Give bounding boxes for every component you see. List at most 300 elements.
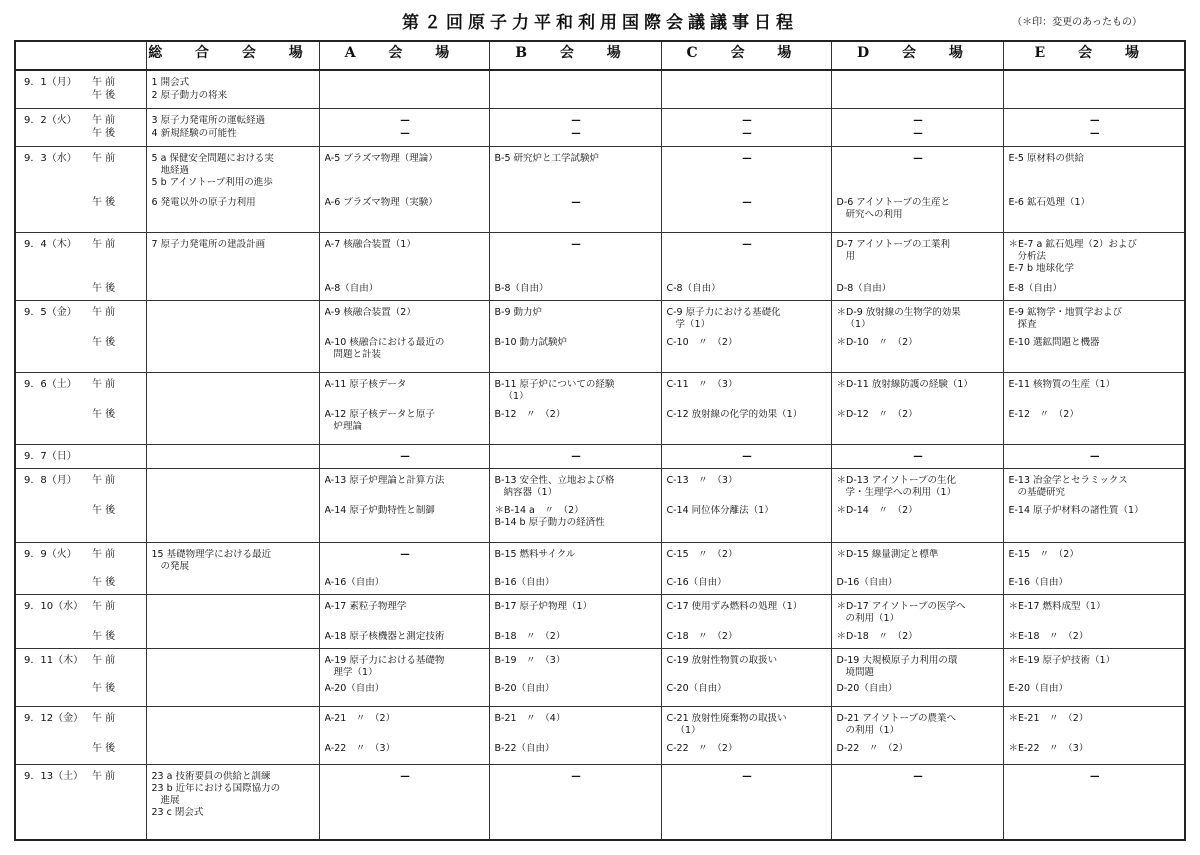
period-label: 午 後 — [92, 196, 116, 208]
session-slot — [320, 741, 489, 755]
session-line: E-10 選鉱問題と機器 — [1008, 336, 1100, 348]
session-line: E-9 鉱物学・地質学および — [1008, 306, 1122, 318]
general-hall-cell — [146, 372, 319, 444]
session-slot — [1004, 126, 1185, 140]
session-slot — [832, 575, 1003, 589]
session-slot — [1004, 473, 1185, 499]
hall-d-cell — [831, 764, 1003, 840]
hall-a-cell — [319, 594, 489, 648]
general-hall-cell — [146, 232, 319, 300]
schedule-row — [15, 70, 1185, 108]
session-line: A-19 原子力における基礎物 — [324, 654, 445, 666]
hall-c-cell — [661, 232, 831, 300]
hall-a-cell — [319, 542, 489, 594]
hall-a-cell — [319, 764, 489, 840]
session-slot — [147, 547, 319, 573]
session-slot — [1004, 741, 1185, 755]
session-line: D-22 〃 （2） — [836, 742, 909, 754]
session-slot — [1004, 237, 1185, 275]
hall-c-cell — [661, 70, 831, 108]
session-slot — [1004, 377, 1185, 391]
session-slot — [147, 377, 319, 379]
session-line: B-19 〃 （3） — [494, 654, 566, 666]
session-line: A-21 〃 （2） — [324, 712, 396, 724]
hall-c-cell — [661, 468, 831, 542]
period-label: 午 前 — [92, 600, 116, 612]
session-slot — [832, 711, 1003, 737]
session-line: E-11 核物質の生産（1） — [1008, 378, 1116, 390]
general-hall-cell — [146, 300, 319, 372]
hall-d-cell — [831, 648, 1003, 706]
session-line: E-16（自由） — [1008, 576, 1069, 588]
date-label: 9．6（土） — [24, 378, 77, 390]
session-slot — [490, 653, 661, 667]
session-slot — [1004, 575, 1185, 589]
session-line: — — [742, 238, 752, 250]
session-line: C-18 〃 （2） — [666, 630, 738, 642]
session-line: D-7 アイソトープの工業利 — [836, 238, 950, 250]
date-cell — [15, 444, 146, 468]
hall-a-cell — [319, 108, 489, 146]
session-slot — [662, 281, 831, 295]
date-cell — [15, 706, 146, 764]
session-slot — [490, 237, 661, 251]
session-line: E-20（自由） — [1008, 682, 1069, 694]
general-hall-cell — [146, 468, 319, 542]
hall-b-cell — [489, 300, 661, 372]
session-slot — [662, 237, 831, 251]
hall-b-cell — [489, 372, 661, 444]
hall-a-cell — [319, 70, 489, 108]
hall-e-cell — [1003, 594, 1185, 648]
session-line: B-13 安全性、立地および格 — [494, 474, 615, 486]
session-line: 5 b アイソトープ利用の進歩 — [151, 176, 273, 188]
session-line: C-11 〃 （3） — [666, 378, 738, 390]
schedule-row — [15, 706, 1185, 764]
hall-c-cell — [661, 300, 831, 372]
date-cell — [15, 108, 146, 146]
session-line: ＊E-17 燃料成型（1） — [1008, 600, 1106, 612]
session-slot — [832, 681, 1003, 695]
session-slot — [320, 75, 489, 77]
hall-b-cell — [489, 764, 661, 840]
session-line: C-21 放射性廃棄物の取扱い — [666, 712, 787, 724]
period-label: 午 前 — [92, 378, 116, 390]
session-slot — [147, 335, 319, 337]
session-slot — [320, 575, 489, 589]
period-label: 午 前 — [92, 548, 116, 560]
schedule-row — [15, 232, 1185, 300]
session-line: C-10 〃 （2） — [666, 336, 738, 348]
session-line: — — [571, 450, 581, 462]
hall-e-cell — [1003, 542, 1185, 594]
session-line: （1） — [494, 390, 529, 402]
session-line: — — [571, 196, 581, 208]
session-line: D-19 大規模原子力利用の環 — [836, 654, 958, 666]
hall-e-cell — [1003, 706, 1185, 764]
session-slot — [320, 305, 489, 319]
hall-a-cell — [319, 300, 489, 372]
session-slot — [320, 449, 489, 463]
hall-d-cell — [831, 232, 1003, 300]
session-slot — [147, 88, 319, 102]
session-line: B-21 〃 （4） — [494, 712, 566, 724]
session-slot — [490, 113, 661, 127]
session-line: — — [742, 127, 752, 139]
session-line: — — [1090, 114, 1100, 126]
session-line: ＊D-9 放射線の生物学的効果 — [836, 306, 961, 318]
session-slot — [147, 449, 319, 451]
session-line: — — [571, 770, 581, 782]
date-label: 9．11（木） — [24, 654, 84, 666]
date-label: 9．12（金） — [24, 712, 84, 724]
session-slot — [1004, 151, 1185, 165]
session-slot — [147, 237, 319, 251]
session-slot — [832, 75, 1003, 77]
session-slot — [320, 681, 489, 695]
session-slot — [490, 407, 661, 421]
period-label: 午 前 — [92, 654, 116, 666]
period-label: 午 前 — [92, 77, 116, 88]
hall-b-cell — [489, 648, 661, 706]
hall-b-cell — [489, 146, 661, 232]
session-line: ＊E-22 〃 （3） — [1008, 742, 1089, 754]
period-label: 午 後 — [92, 127, 116, 139]
session-slot — [662, 377, 831, 391]
session-line: B-14 b 原子動力の経済性 — [494, 516, 605, 528]
session-slot — [662, 126, 831, 140]
schedule-row — [15, 444, 1185, 468]
session-slot — [490, 377, 661, 403]
session-line: A-5 プラズマ物理（理論） — [324, 152, 438, 164]
hall-d-cell — [831, 594, 1003, 648]
session-slot — [490, 599, 661, 613]
session-slot — [490, 335, 661, 349]
period-label: 午 前 — [92, 114, 116, 126]
session-line: A-12 原子核データと原子 — [324, 408, 435, 420]
session-line: B-16（自由） — [494, 576, 555, 588]
session-slot — [320, 711, 489, 725]
session-slot — [147, 281, 319, 283]
session-line: （1） — [666, 724, 701, 736]
hall-a-cell — [319, 468, 489, 542]
schedule-row — [15, 764, 1185, 840]
hall-e-cell — [1003, 372, 1185, 444]
session-slot — [662, 75, 831, 77]
session-slot — [832, 151, 1003, 165]
hall-b-cell — [489, 108, 661, 146]
session-slot — [1004, 653, 1185, 667]
session-line: — — [913, 152, 923, 164]
date-cell — [15, 542, 146, 594]
schedule-row — [15, 594, 1185, 648]
date-cell — [15, 764, 146, 840]
session-line: 6 発電以外の原子力利用 — [151, 196, 256, 208]
session-slot — [662, 575, 831, 589]
session-line: ＊D-14 〃 （2） — [836, 504, 918, 516]
session-line: — — [913, 114, 923, 126]
session-line: 研究への利用 — [836, 208, 903, 220]
session-line: ＊D-17 アイソトープの医学へ — [836, 600, 966, 612]
period-label: 午 後 — [92, 504, 116, 516]
hall-d-cell — [831, 70, 1003, 108]
session-slot — [1004, 407, 1185, 421]
session-line: の発展 — [151, 560, 190, 572]
session-slot — [147, 473, 319, 475]
session-slot — [832, 653, 1003, 679]
session-slot — [147, 575, 319, 577]
session-slot — [320, 195, 489, 209]
hall-e-cell — [1003, 108, 1185, 146]
session-line: — — [571, 238, 581, 250]
period-label: 午 後 — [92, 682, 116, 694]
session-slot — [147, 151, 319, 189]
session-slot — [490, 681, 661, 695]
session-slot — [832, 599, 1003, 625]
session-slot — [832, 547, 1003, 561]
session-line: D-8（自由） — [836, 282, 892, 294]
session-slot — [147, 599, 319, 601]
session-slot — [1004, 629, 1185, 643]
session-line: C-20（自由） — [666, 682, 727, 694]
session-slot — [662, 305, 831, 331]
session-slot — [832, 629, 1003, 643]
hall-c-cell — [661, 542, 831, 594]
session-line: C-19 放射性物質の取扱い — [666, 654, 778, 666]
session-line: C-14 同位体分離法（1） — [666, 504, 774, 516]
session-line: 探査 — [1008, 318, 1037, 330]
session-line: B-9 動力炉 — [494, 306, 543, 318]
hall-c-cell — [661, 444, 831, 468]
session-slot — [320, 335, 489, 361]
session-slot — [320, 769, 489, 783]
session-line: — — [913, 450, 923, 462]
session-line: C-8（自由） — [666, 282, 721, 294]
session-slot — [662, 88, 831, 90]
general-hall-cell — [146, 146, 319, 232]
session-slot — [147, 769, 319, 819]
session-line: 23 b 近年における国際協力の — [151, 782, 281, 794]
session-slot — [662, 473, 831, 487]
date-cell — [15, 232, 146, 300]
page-title: 第２回原子力平和利用国際会議議事日程 — [402, 13, 798, 33]
date-cell — [15, 594, 146, 648]
session-slot — [490, 305, 661, 319]
session-slot — [1004, 113, 1185, 127]
hall-b-cell — [489, 468, 661, 542]
session-line: 用 — [836, 250, 856, 262]
schedule-row — [15, 542, 1185, 594]
session-line: 学（1） — [666, 318, 711, 330]
hall-d-cell — [831, 108, 1003, 146]
hall-c-cell — [661, 146, 831, 232]
general-hall-cell — [146, 706, 319, 764]
session-slot — [662, 195, 831, 209]
hall-c-cell — [661, 372, 831, 444]
session-line: ＊E-18 〃 （2） — [1008, 630, 1089, 642]
session-slot — [832, 305, 1003, 331]
period-label: 午 後 — [92, 742, 116, 754]
session-slot — [320, 237, 489, 251]
period-label: 午 後 — [92, 630, 116, 642]
session-slot — [662, 653, 831, 667]
session-slot — [662, 335, 831, 349]
session-slot — [147, 629, 319, 631]
hall-c-cell — [661, 108, 831, 146]
session-line: — — [571, 127, 581, 139]
session-line: — — [400, 114, 410, 126]
session-slot — [832, 377, 1003, 391]
session-slot — [1004, 335, 1185, 349]
header-hall-b: B 会 場 — [489, 41, 661, 70]
session-slot — [147, 711, 319, 713]
date-label: 9．10（水） — [24, 600, 84, 612]
general-hall-cell — [146, 542, 319, 594]
hall-c-cell — [661, 706, 831, 764]
period-label: 午 後 — [92, 90, 116, 101]
session-line: 4 新規経験の可能性 — [151, 127, 237, 139]
session-slot — [1004, 75, 1185, 77]
schedule-row — [15, 300, 1185, 372]
period-label: 午 後 — [92, 282, 116, 294]
hall-e-cell — [1003, 444, 1185, 468]
header-general-hall: 総 合 会 場 — [146, 41, 319, 70]
session-line: の利用（1） — [836, 724, 900, 736]
session-slot — [490, 629, 661, 643]
session-slot — [490, 741, 661, 755]
hall-a-cell — [319, 648, 489, 706]
session-line: — — [913, 127, 923, 139]
session-line: B-11 原子炉についての経験 — [494, 378, 615, 390]
session-slot — [832, 281, 1003, 295]
session-line: — — [400, 548, 410, 560]
session-line: 23 a 技術要員の供給と訓練 — [151, 770, 271, 782]
date-label: 9．9（火） — [24, 548, 77, 560]
session-line: の基礎研究 — [1008, 486, 1066, 498]
session-line: — — [742, 152, 752, 164]
session-line: — — [1090, 127, 1100, 139]
session-slot — [147, 503, 319, 505]
period-label: 午 後 — [92, 336, 116, 348]
session-line: B-10 動力試験炉 — [494, 336, 568, 348]
date-label: 9．4（木） — [24, 238, 77, 250]
session-slot — [1004, 769, 1185, 783]
session-slot — [490, 575, 661, 589]
legend-note: （＊印：変更のあったもの） — [1012, 17, 1142, 28]
date-label: 9．7（日） — [24, 450, 77, 462]
session-line: — — [400, 127, 410, 139]
session-slot — [1004, 281, 1185, 295]
general-hall-cell — [146, 764, 319, 840]
session-slot — [832, 113, 1003, 127]
hall-a-cell — [319, 706, 489, 764]
session-line: D-6 アイソトープの生産と — [836, 196, 950, 208]
hall-c-cell — [661, 764, 831, 840]
session-slot — [490, 503, 661, 529]
hall-b-cell — [489, 542, 661, 594]
session-line: — — [742, 450, 752, 462]
date-cell — [15, 70, 146, 108]
session-line: B-5 研究炉と工学試験炉 — [494, 152, 600, 164]
session-line: 分析法 — [1008, 250, 1047, 262]
session-slot — [490, 151, 661, 165]
session-slot — [147, 195, 319, 209]
hall-e-cell — [1003, 648, 1185, 706]
session-line: B-22（自由） — [494, 742, 555, 754]
session-line: 学・生理学への利用（1） — [836, 486, 957, 498]
session-line: 5 a 保健安全問題における実 — [151, 152, 274, 164]
hall-e-cell — [1003, 232, 1185, 300]
schedule-row — [15, 146, 1185, 232]
session-line: A-22 〃 （3） — [324, 742, 396, 754]
session-line: E-5 原材料の供給 — [1008, 152, 1084, 164]
hall-b-cell — [489, 706, 661, 764]
hall-e-cell — [1003, 146, 1185, 232]
session-line: ＊E-21 〃 （2） — [1008, 712, 1089, 724]
period-label: 午 後 — [92, 576, 116, 588]
session-line: C-13 〃 （3） — [666, 474, 738, 486]
hall-a-cell — [319, 444, 489, 468]
session-slot — [662, 503, 831, 517]
session-line: （1） — [836, 318, 871, 330]
session-slot — [832, 769, 1003, 783]
session-line: A-7 核融合装置（1） — [324, 238, 416, 250]
date-cell — [15, 372, 146, 444]
session-slot — [662, 151, 831, 165]
session-line: — — [400, 770, 410, 782]
session-line: A-17 素粒子物理学 — [324, 600, 407, 612]
session-line: B-12 〃 （2） — [494, 408, 566, 420]
period-label: 午 前 — [92, 306, 116, 318]
session-line: D-16（自由） — [836, 576, 898, 588]
period-label: 午 後 — [92, 408, 116, 420]
date-label: 9．13（土） — [24, 770, 84, 782]
session-slot — [832, 195, 1003, 221]
session-line: B-20（自由） — [494, 682, 555, 694]
session-slot — [320, 629, 489, 643]
hall-d-cell — [831, 146, 1003, 232]
session-slot — [490, 88, 661, 90]
session-line: — — [913, 770, 923, 782]
session-slot — [320, 113, 489, 127]
session-slot — [662, 769, 831, 783]
hall-c-cell — [661, 594, 831, 648]
session-line: ＊D-12 〃 （2） — [836, 408, 918, 420]
session-slot — [320, 599, 489, 613]
session-slot — [662, 711, 831, 737]
session-line: 納容器（1） — [494, 486, 558, 498]
period-label: 午 前 — [92, 152, 116, 164]
session-line: E-14 原子炉材料の諸性質（1） — [1008, 504, 1144, 516]
session-slot — [1004, 681, 1185, 695]
session-line: C-15 〃 （2） — [666, 548, 738, 560]
session-line: A-11 原子核データ — [324, 378, 407, 390]
session-slot — [1004, 305, 1185, 331]
session-slot — [320, 126, 489, 140]
header-hall-d: D 会 場 — [831, 41, 1003, 70]
date-label: 9．2（火） — [24, 114, 77, 126]
hall-b-cell — [489, 594, 661, 648]
session-line: ＊D-11 放射線防護の経験（1） — [836, 378, 973, 390]
session-slot — [320, 473, 489, 487]
session-line: 2 原子動力の将来 — [151, 90, 228, 101]
session-slot — [490, 473, 661, 499]
session-slot — [1004, 547, 1185, 561]
session-line: の利用（1） — [836, 612, 900, 624]
session-slot — [832, 237, 1003, 263]
session-line: C-16（自由） — [666, 576, 727, 588]
session-line: — — [742, 114, 752, 126]
